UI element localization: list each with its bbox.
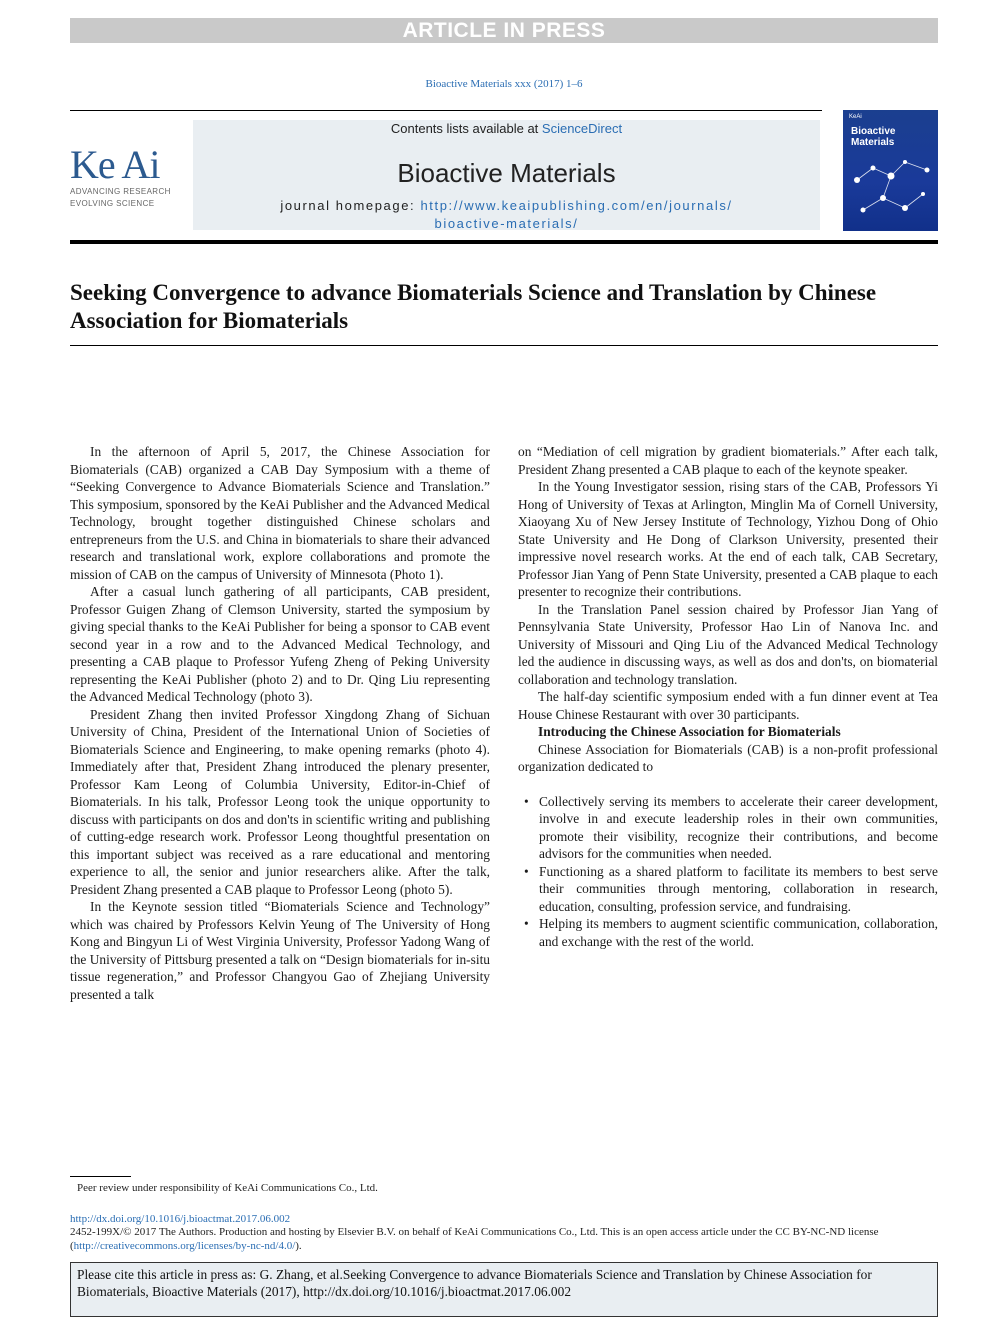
homepage-url-continued[interactable]: bioactive-materials/ — [434, 216, 579, 231]
logo-wordmark: Ke Ai — [70, 142, 160, 187]
section-heading: Introducing the Chinese Association for Biomaterials — [538, 724, 841, 739]
paragraph: The half-day scientific symposium ended with a fun dinner event at Tea House Chinese Restaurant with over 30 participants. — [518, 689, 938, 722]
paragraph: In the Translation Panel session chaired by Professor Jian Yang of Pennsylvania State University, Professor Hao Lin of Nanova Inc. and University of Missouri and Qing Liu of the Advanced Medical Technology led the audience in discussing ways, as well as dos and don'ts, on biomaterial collaboration and technology translation. — [518, 601, 938, 687]
homepage-label: journal homepage: — [280, 198, 421, 213]
paragraph: After a casual lunch gathering of all participants, CAB president, Professor Guigen Zhang of Clemson University, started the symposium by giving special thanks to the KeAi Publisher for being a sponsor to CAB event second year in a row and to the Advanced Medical Technology, and presenting a CAB plaque to Professor Yufeng Zheng of Peking University representing the KeAi Publisher (photo 2) and to Dr. Qing Liu representing the Advanced Medical Technology (photo 3). — [70, 584, 490, 704]
mission-list — [518, 793, 938, 951]
paragraph: In the Keynote session titled “Biomaterials Science and Technology” which was chaired by Professors Kelvin Yeung of The University of Hong Kong and Bingyun Li of West Virginia University, Professor Yadong Wang of the University of Pittsburg presented a talk on “Design biomaterials for in-situ tissue regeneration,” and Professor Changyou Gao of Zhejiang University presented a talk — [70, 899, 490, 1002]
cover-title — [851, 126, 895, 148]
paragraph: In the afternoon of April 5, 2017, the Chinese Association for Biomaterials (CAB) organized a CAB Day Symposium with a theme of “Seeking Convergence to Advance Biomaterials Science and Translation.” This symposium, sponsored by the KeAi Publisher and the Advanced Medical Technology, brought together distinguished Chinese scholars and entrepreneurs from the U.S. and China in biomaterials to share their advanced research and translational work, explore collaborations and promote the mission of CAB on the campus of University of Minnesota (Photo 1). — [70, 444, 490, 582]
bullet-icon: • — [524, 863, 529, 879]
list-item-text: Helping its members to augment scientific communication, collaboration, and exchange with the rest of the world. — [539, 916, 938, 949]
publisher-logo[interactable] — [70, 142, 185, 209]
article-in-press-banner: ARTICLE IN PRESS — [70, 18, 938, 43]
title-divider — [70, 345, 938, 346]
peer-review-footnote: Peer review under responsibility of KeAi Communications Co., Ltd. — [77, 1182, 378, 1194]
journal-name: Bioactive Materials — [397, 158, 616, 188]
sciencedirect-link[interactable]: ScienceDirect — [541, 121, 623, 136]
article-title: Seeking Convergence to advance Biomaterials Science and Translation by Chinese Association for Biomaterials — [70, 280, 877, 333]
bullet-icon: • — [524, 793, 529, 809]
journal-homepage — [193, 197, 820, 233]
doi-link[interactable]: http://dx.doi.org/10.1016/j.bioactmat.2017.06.002 — [70, 1213, 291, 1225]
paragraph-continued: on “Mediation of cell migration by gradient biomaterials.” After each talk, President Zhang presented a CAB plaque to each of the keynote speaker. — [518, 444, 938, 477]
journal-citation[interactable]: Bioactive Materials xxx (2017) 1–6 — [425, 78, 583, 90]
contents-prefix: Contents lists available at — [390, 121, 542, 136]
bullet-icon: • — [524, 916, 529, 931]
cover-title-line-2: Materials — [851, 137, 895, 148]
homepage-url[interactable]: http://www.keaipublishing.com/en/journals/ — [420, 198, 733, 213]
cover-brand: KeAi — [849, 114, 862, 120]
cover-molecule-graphic — [843, 150, 938, 231]
logo-tagline-1: ADVANCING RESEARCH — [70, 187, 171, 196]
contents-line — [193, 121, 820, 136]
license-text-end: ). — [295, 1239, 302, 1252]
journal-cover[interactable] — [843, 110, 938, 231]
license-link[interactable]: http://creativecommons.org/licenses/by-nc-nd/4.0/ — [73, 1239, 296, 1252]
cover-title-line-1: Bioactive — [851, 126, 896, 137]
footnote-divider — [70, 1176, 131, 1177]
list-item-text: Collectively serving its members to accelerate their career development, involve in and execute leadership roles in their own communities, promote their visibility, recognize their contributions, and become advisors for the communities when needed. — [539, 793, 938, 861]
paragraph: Chinese Association for Biomaterials (CAB) is a non-profit professional organization dedicated to — [518, 741, 938, 774]
paragraph: President Zhang then invited Professor Xingdong Zhang of Sichuan University of China, President of the International Union of Societies of Biomaterials Science and Engineering, to make opening remarks (photo 4). Immediately after that, President Zhang introduced the plenary presenter, Professor Kam Leong of Columbia University, Editor-in-Chief of Biomaterials. In his talk, Professor Leong took the unique opportunity to discuss with participants on dos and don'ts in scientific writing and publishing of cutting-edge research work. Professor Leong thoughtful presentation on this important subject was received as a rare educational and mentoring experience to all, the senior and junior researchers alike. After the talk, President Zhang presented a CAB plaque to Professor Leong (photo 5). — [70, 706, 490, 897]
list-item — [518, 915, 938, 950]
journal-header-box — [193, 120, 820, 230]
paragraph: In the Young Investigator session, rising stars of the CAB, Professors Yi Hong of University of Texas at Arlington, Minglin Ma of Cornell University, Xiaoyang Xu of New Jersey Institute of Technology, Yizhou Dong of Ohio State University and He Dong of Clarkson University, presented their impressive novel research works. At the end of each talk, CAB Secretary, Professor Jian Yang of Penn State University, presented a CAB plaque to each presenter to recognize their contributions. — [518, 479, 938, 599]
list-item — [518, 793, 938, 863]
logo-tagline-2: EVOLVING SCIENCE — [70, 199, 155, 208]
license-text: 2452-199X/© 2017 The Authors. Production and hosting by Elsevier B.V. on behalf of KeAi Communications Co., Ltd. This is an open access article under the CC BY-NC-ND license ( — [70, 1226, 879, 1252]
citation-box: Please cite this article in press as: G. Zhang, et al.Seeking Convergence to advance Biomaterials Science and Translation by Chinese Association for Biomaterials, Bioactive Materials (2017), http://dx.doi.org/10.1016/j.bioactmat.2017.06.002 — [70, 1262, 938, 1317]
list-item-text: Functioning as a shared platform to facilitate its members to best serve their communities through mentoring, collaboration in research, education, consulting, profession service, and fundraising. — [539, 863, 938, 914]
header-thick-divider — [70, 240, 938, 244]
header-divider — [70, 110, 822, 111]
left-column — [70, 443, 490, 1003]
list-item — [518, 863, 938, 916]
right-column — [518, 443, 938, 950]
license-statement — [70, 1226, 938, 1253]
